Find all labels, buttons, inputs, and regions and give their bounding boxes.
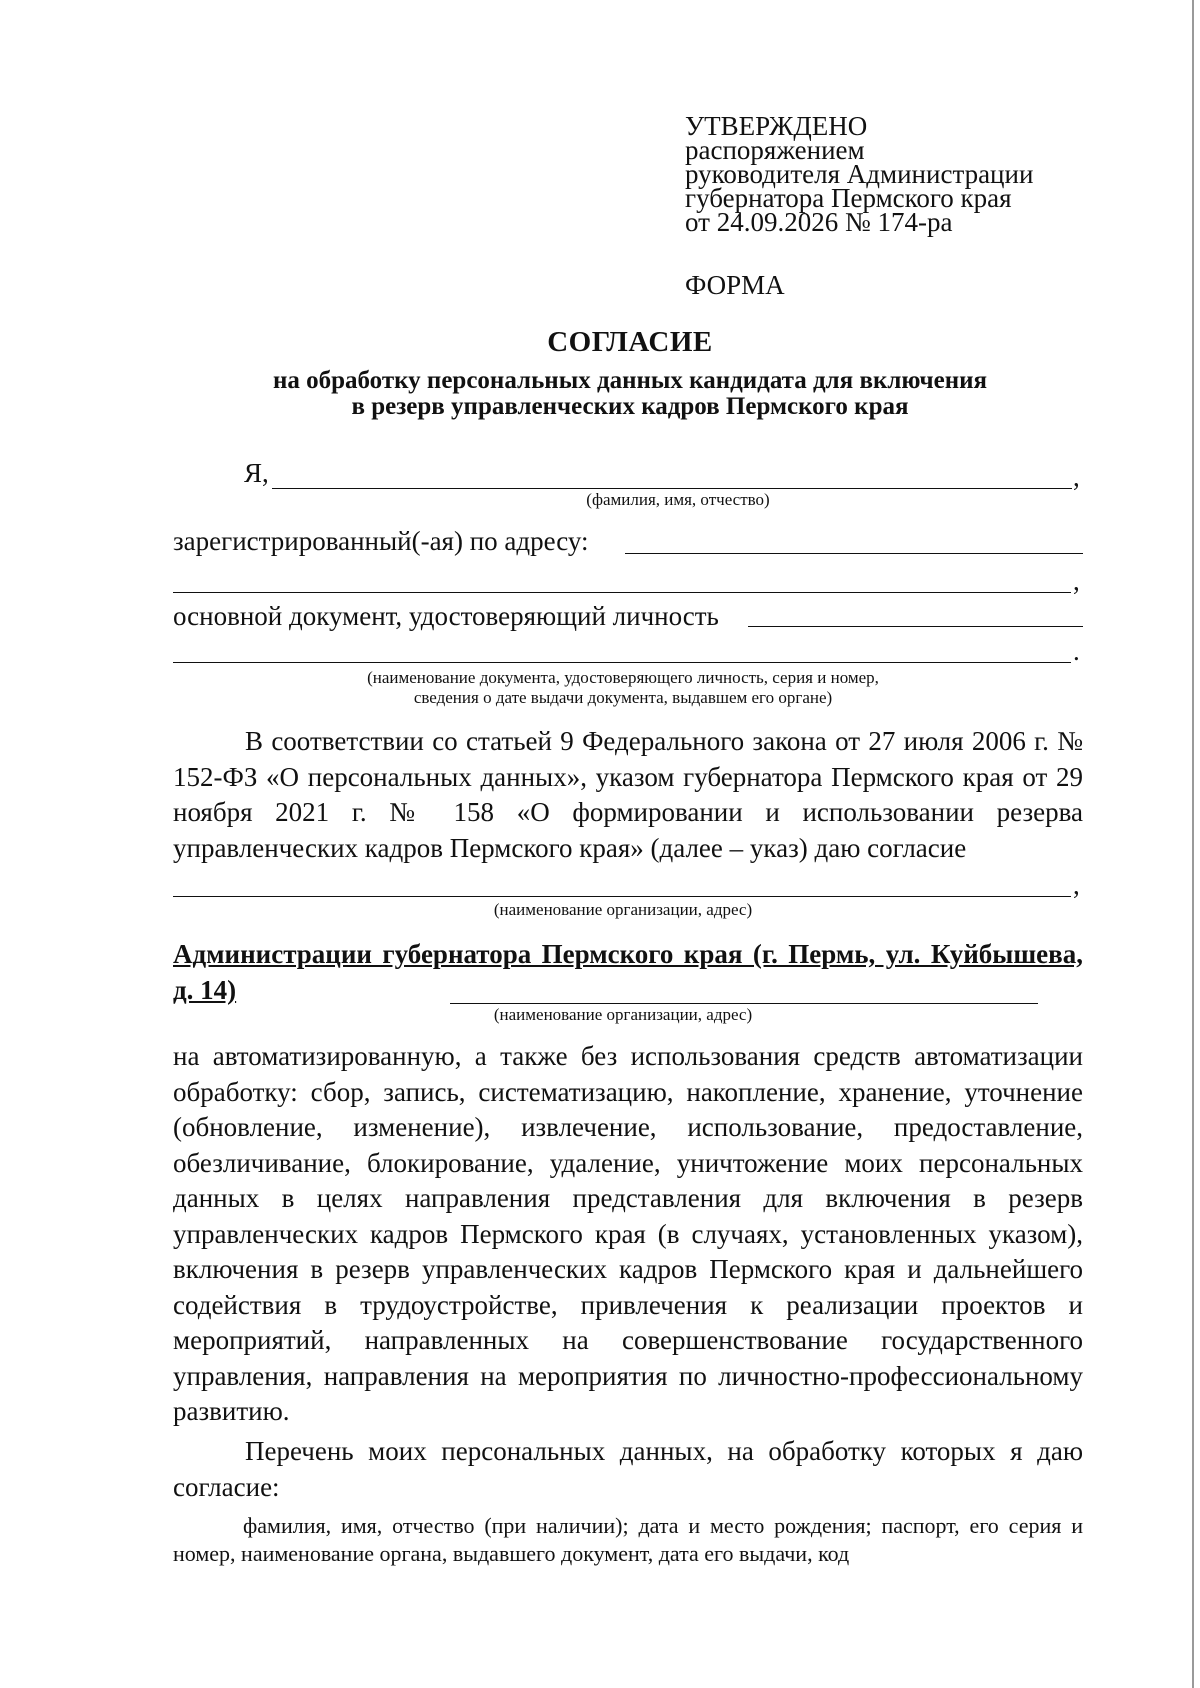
document-field-1[interactable] [748,626,1083,627]
paragraph-legal-basis [173,724,1083,866]
name-comma: , [1073,462,1080,492]
name-field[interactable] [272,488,1072,489]
document-subtitle [0,368,1200,420]
approval-block [685,111,1034,237]
organization-field[interactable] [173,896,1071,897]
address-field-1[interactable] [625,553,1083,554]
organization-underline [450,1003,1038,1004]
approval-line: УТВЕРЖДЕНО [685,111,868,141]
organization-filled: Администрации губернатора Пермского края (г. Пермь, ул. Куйбышева, д. 14) [173,939,1083,1005]
subtitle-line: на обработку персональных данных кандидата для включения [272,367,988,394]
name-label: Я, [244,458,269,488]
organization-caption: (наименование организации, адрес) [493,900,753,919]
document-field-2[interactable] [173,662,1071,663]
address-comma: , [1073,566,1080,596]
address-label: зарегистрированный(-ая) по адресу: [173,526,589,556]
caption-line: сведения о дате выдачи документа, выдавшем его органе) [413,688,833,707]
approval-line: руководителя Администрации [685,159,1034,189]
organization-caption-2: (наименование организации, адрес) [493,1005,753,1024]
scan-edge [1192,0,1194,1688]
paragraph-text: на автоматизированную, а также без использования средств автоматизации обработку: сбор, запись, систематизацию, накопление, хранение, уточнение (обновление, изменение), извлечение, использование, предоставление, обезличивание, блокирование, удаление, уничтожение моих персональных данных в целях направления представления для включения в резерв управленческих кадров Пермского края (в случаях, установленных указом), включения в резерв управленческих кадров Пермского края и дальнейшего содействия в трудоустройстве, привлечения к реализации проектов и мероприятий, направленных на совершенствование государственного управления, направления на мероприятия по личностно-профессиональному развитию. [173,1041,1083,1426]
paragraph-text: Перечень моих персональных данных, на обработку которых я даю согласие: [173,1436,1083,1502]
document-title: СОГЛАСИЕ [547,326,713,358]
subtitle-line: в резерв управленческих кадров Пермского края [351,393,909,420]
address-field-2[interactable] [173,592,1071,593]
forma-label: ФОРМА [685,270,785,300]
paragraph-list-intro [173,1434,1083,1505]
caption-line: (наименование документа, удостоверяющего личность, серия и номер, [367,668,879,687]
approval-line: губернатора Пермского края [685,183,1012,213]
paragraph-text: В соответствии со статьей 9 Федерального закона от 27 июля 2006 г. № 152-ФЗ «О персональных данных», указом губернатора Пермского края от 29 ноября 2021 г. № 158 «О формировании и использовании резерва управленческих кадров Пермского края» (далее – указ) даю согласие [173,726,1083,863]
paragraph-text: фамилия, имя, отчество (при наличии); дата и место рождения; паспорт, его серия и номер, наименование органа, выдавшего документ, дата его выдачи, код [173,1513,1083,1566]
approval-line: от 24.09.2026 № 174-ра [685,207,953,237]
paragraph-processing [173,1039,1083,1430]
document-period: . [1073,636,1080,666]
document-caption [213,668,1033,708]
approval-line: распоряжением [685,135,865,165]
paragraph-data-list [173,1512,1083,1568]
name-caption: (фамилия, имя, отчество) [586,490,770,509]
document-label: основной документ, удостоверяющий личность [173,601,719,631]
organization-comma: , [1073,870,1080,900]
